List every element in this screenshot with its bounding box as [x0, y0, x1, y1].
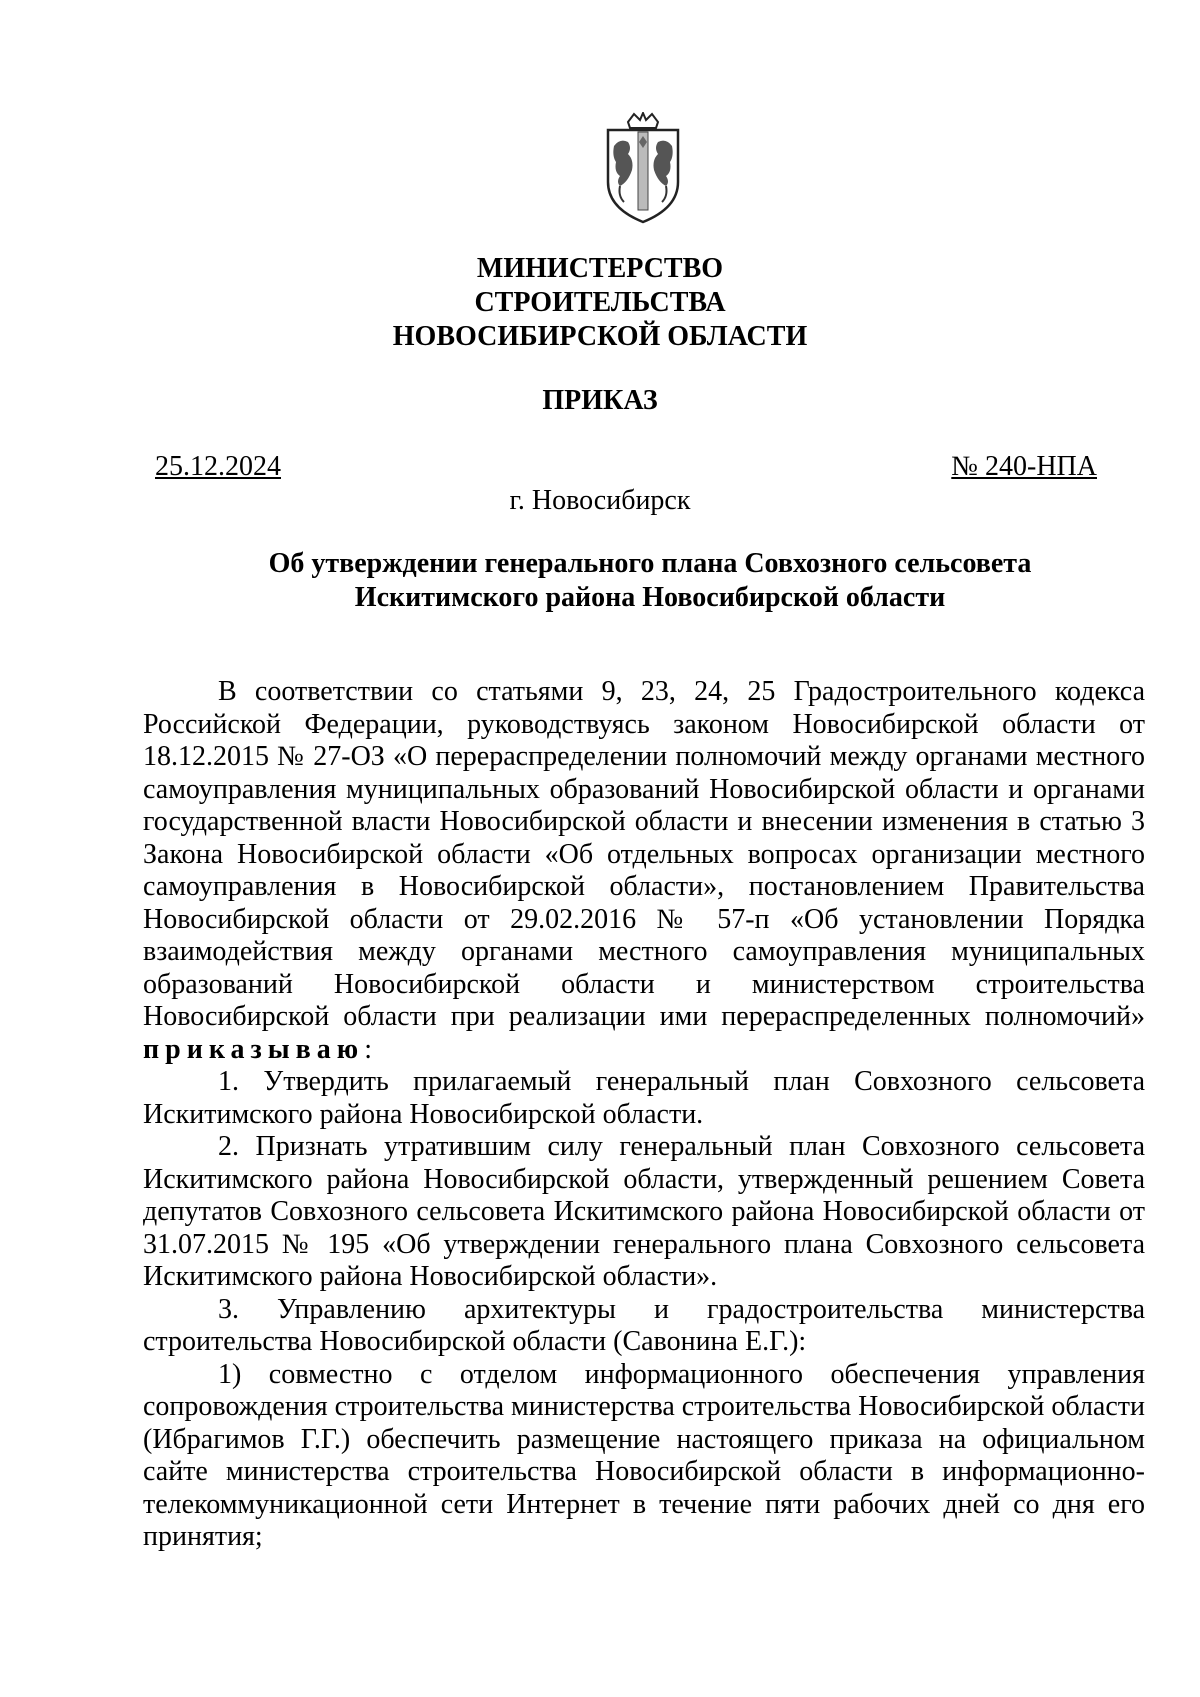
order-item-2: 2. Признать утратившим силу генеральный план Совхозного сельсовета Искитимского района Новосибирской области, утвержденный решением Совета депутатов Совхозного сельсовета Искитимского района Новосибирской области от 31.07.2015 № 195 «Об утверждении генерального плана Совхозного сельсовета Искитимского района Новосибирской области». [143, 1131, 1145, 1292]
order-colon: : [364, 1033, 372, 1065]
order-subitem-1: 1) совместно с отделом информационного обеспечения управления сопровождения строительства министерства строительства Новосибирской области (Ибрагимов Г.Г.) обеспечить размещение настоящего приказа на официальном сайте министерства строительства Новосибирской области в информационно-телекоммуникационной сети Интернет в течение пяти рабочих дней со дня его принятия; [143, 1358, 1145, 1552]
preamble-text: В соответствии со статьями 9, 23, 24, 25 Градостроительного кодекса Российской Федерации, руководствуясь законом Новосибирской области от 18.12.2015 № 27-ОЗ «О перераспределении полномочий между органами местного самоуправления муниципальных образований Новосибирской области и органами государственной власти Новосибирской области и внесении изменения в статью 3 Закона Новосибирской области «Об отдельных вопросах организации местного самоуправления в Новосибирской области», постановлением Правительства Новосибирской области от 29.02.2016 № 57-п «Об установлении Порядка взаимодействия между органами местного самоуправления муниципальных образований Новосибирской области и министерством строительства Новосибирской области при реализации ими перераспределенных полномочий» [143, 676, 1145, 1032]
order-word: приказываю [143, 1033, 365, 1065]
document-subject [150, 547, 1150, 615]
ministry-line: СТРОИТЕЛЬСТВА [474, 287, 726, 318]
subject-line: Искитимского района Новосибирской области [354, 582, 946, 613]
preamble-paragraph [143, 676, 1145, 1066]
document-type: ПРИКАЗ [542, 385, 658, 416]
document-date: 25.12.2024 [155, 451, 281, 482]
document-city: г. Новосибирск [509, 485, 691, 516]
ministry-name [0, 252, 1200, 354]
order-item-1: 1. Утвердить прилагаемый генеральный план Совхозного сельсовета Искитимского района Новосибирской области. [143, 1066, 1145, 1130]
order-item-3: 3. Управлению архитектуры и градостроительства министерства строительства Новосибирской области (Савонина Е.Г.): [143, 1293, 1145, 1357]
ministry-line: НОВОСИБИРСКОЙ ОБЛАСТИ [392, 321, 808, 352]
coat-of-arms-icon [598, 112, 688, 224]
ministry-line: МИНИСТЕРСТВО [476, 253, 724, 284]
document-number: № 240-НПА [951, 451, 1097, 482]
subject-line: Об утверждении генерального плана Совхозного сельсовета [268, 548, 1032, 579]
document-body [143, 676, 1145, 1554]
